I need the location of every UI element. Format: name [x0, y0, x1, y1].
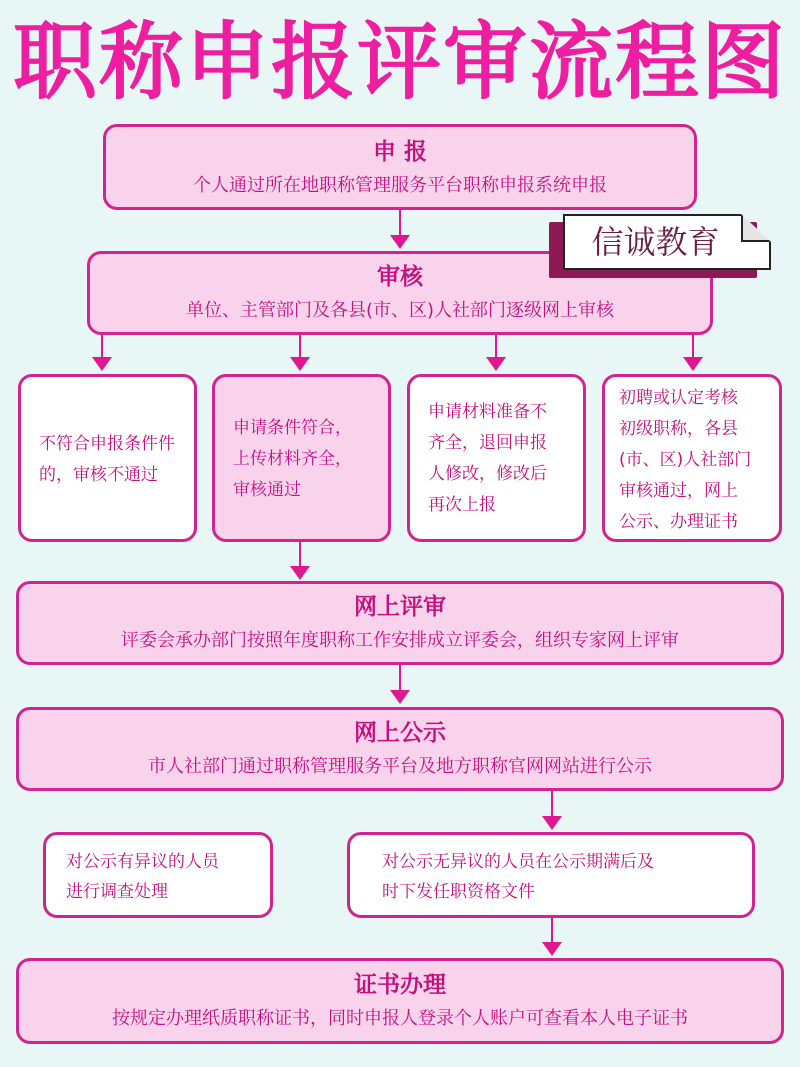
- step-certificate: [16, 958, 784, 1044]
- step-apply-text: 个人通过所在地职称管理服务平台职称申报系统申报: [193, 175, 607, 196]
- arrow-down-icon: [290, 357, 310, 371]
- outcome-line: 初级职称，各县: [619, 419, 738, 439]
- arrow-down-icon: [683, 357, 703, 371]
- step-review-title: 审核: [377, 264, 423, 290]
- outcome-fail: [18, 374, 197, 542]
- outcome-line: 再次上报: [428, 495, 496, 515]
- connector-line: [551, 791, 553, 817]
- step-certificate-title: 证书办理: [354, 972, 446, 998]
- connector-line: [551, 918, 553, 944]
- arrow-down-icon: [542, 942, 562, 956]
- arrow-down-icon: [390, 235, 410, 249]
- outcome-junior: [602, 374, 782, 542]
- step-publicity: [16, 707, 784, 791]
- brand-text: 信诚教育: [591, 223, 720, 261]
- connector-line: [101, 335, 103, 359]
- outcome-line: 申请条件符合，: [233, 418, 352, 438]
- step-review-text: 单位、主管部门及各县(市、区)人社部门逐级网上审核: [185, 300, 615, 321]
- outcome-line: (市、区)人社部门: [619, 450, 752, 470]
- arrow-down-icon: [92, 357, 112, 371]
- step-online-review-text: 评委会承办部门按照年度职称工作安排成立评委会，组织专家网上评审: [121, 630, 679, 651]
- step-online-review-title: 网上评审: [354, 594, 446, 620]
- arrow-down-icon: [290, 566, 310, 580]
- outcome-line: 齐全，退回申报: [428, 433, 547, 453]
- step-publicity-text: 市人社部门通过职称管理服务平台及地方职称官网网站进行公示: [148, 756, 652, 777]
- step-apply: [103, 124, 697, 210]
- connector-line: [399, 665, 401, 691]
- step-apply-title: 申 报: [372, 139, 427, 165]
- outcome-line: 申请材料准备不: [428, 402, 547, 422]
- outcome-line: 审核通过，网上: [619, 481, 738, 501]
- outcome-line: 审核通过: [233, 480, 301, 500]
- outcome-line: 上传材料齐全，: [233, 449, 352, 469]
- outcome-line: 不符合申报条件件: [39, 434, 175, 454]
- connector-line: [299, 542, 301, 568]
- connector-line: [495, 335, 497, 359]
- objection-line: 对公示有异议的人员: [66, 852, 219, 872]
- outcome-line: 的，审核不通过: [39, 465, 158, 485]
- arrow-down-icon: [390, 690, 410, 704]
- no-objection-line: 对公示无异议的人员在公示期满后及: [382, 852, 654, 872]
- connector-line: [399, 210, 401, 236]
- outcome-line: 初聘或认定考核: [619, 388, 738, 408]
- connector-line: [692, 335, 694, 359]
- page-title: 职称申报评审流程图: [12, 13, 787, 111]
- outcome-return: [407, 374, 586, 542]
- step-certificate-text: 按规定办理纸质职称证书，同时申报人登录个人账户可查看本人电子证书: [112, 1008, 688, 1029]
- objection-line: 进行调查处理: [66, 882, 168, 902]
- step-online-review: [16, 581, 784, 665]
- arrow-down-icon: [542, 816, 562, 830]
- outcome-pass: [212, 374, 391, 542]
- outcome-line: 人修改，修改后: [428, 464, 547, 484]
- step-publicity-title: 网上公示: [354, 720, 446, 746]
- connector-line: [299, 335, 301, 359]
- objection-box: [43, 832, 273, 918]
- outcome-line: 公示、办理证书: [619, 512, 738, 532]
- arrow-down-icon: [486, 357, 506, 371]
- brand-tag: [555, 214, 771, 276]
- no-objection-line: 时下发任职资格文件: [382, 882, 535, 902]
- no-objection-box: [347, 832, 755, 918]
